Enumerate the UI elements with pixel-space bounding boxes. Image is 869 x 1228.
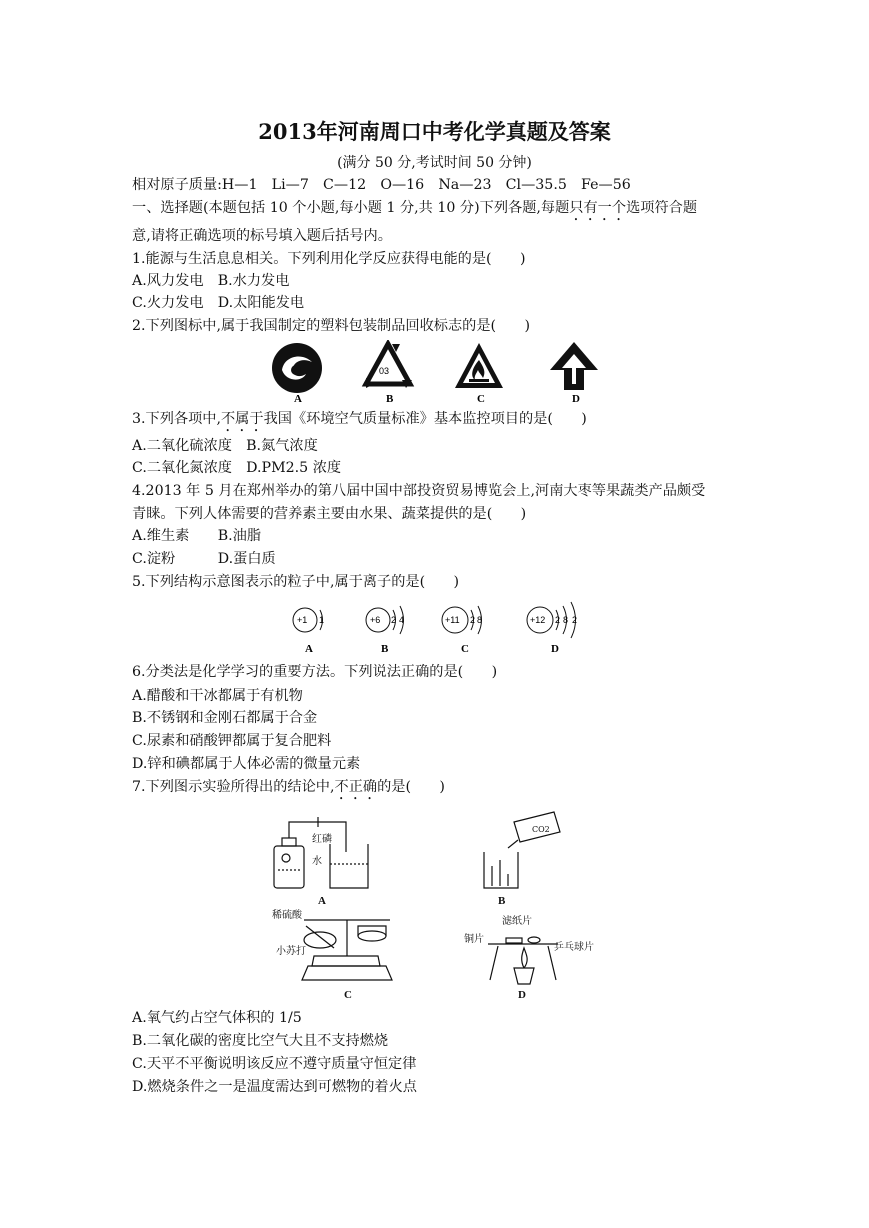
label-pingpong: 乒乓球片 xyxy=(554,942,594,953)
label-red-phosphorus: 红磷 xyxy=(312,834,332,845)
q7-stem xyxy=(132,778,445,803)
particle-b-shell-1: 2 xyxy=(391,615,397,625)
q4-options-cd: C.淀粉 D.蛋白质 xyxy=(132,551,276,567)
particle-b-shell-2: 4 xyxy=(399,615,405,625)
q3-options-ab: A.二氧化硫浓度 B.氮气浓度 xyxy=(132,438,318,454)
q7-post: 的是( ) xyxy=(377,779,445,795)
label-dilute-sulfuric-acid: 稀硫酸 xyxy=(272,910,302,921)
particle-d-charge: +12 xyxy=(530,615,546,625)
q4-line1: 4.2013 年 5 月在郑州举办的第八届中国中部投资贸易博览会上,河南大枣等果蔬类产品颇受 xyxy=(132,483,706,499)
logo-d-arrow xyxy=(550,342,598,390)
section1-part1: 一、选择题(本题包括 10 个小题,每小题 1 分,共 10 分)下列各题,每题 xyxy=(132,200,570,216)
particle-d-shell-2: 8 xyxy=(563,615,569,625)
q7-pre: 7.下列图示实验所得出的结论中, xyxy=(132,779,335,795)
label-water: 水 xyxy=(312,856,322,867)
experiment-b-label: B xyxy=(498,895,506,907)
q2-stem: 2.下列图标中,属于我国制定的塑料包装制品回收标志的是( ) xyxy=(132,318,530,334)
q5-structure-figure xyxy=(285,598,595,656)
experiment-a xyxy=(274,817,368,888)
q1-stem: 1.能源与生活息息相关。下列利用化学反应获得电能的是( ) xyxy=(132,251,526,267)
q6-option-b: B.不锈钢和金刚石都属于合金 xyxy=(132,710,318,726)
q5-stem: 5.下列结构示意图表示的粒子中,属于离子的是( ) xyxy=(132,574,460,590)
label-baking-soda: 小苏打 xyxy=(276,946,306,957)
page-title: 2013年河南周口中考化学真题及答案 xyxy=(258,119,611,144)
section1-line2: 意,请将正确选项的标号填入题后括号内。 xyxy=(132,228,392,244)
q7-experiments-figure xyxy=(268,808,608,1004)
label-filter-paper: 滤纸片 xyxy=(502,916,532,927)
particle-a-charge: +1 xyxy=(297,615,308,625)
q4-options-ab: A.维生素 B.油脂 xyxy=(132,528,262,544)
q6-option-a: A.醋酸和干冰都属于有机物 xyxy=(132,688,303,704)
particle-d-label: D xyxy=(551,643,559,655)
experiment-d xyxy=(488,937,558,984)
experiment-c-label: C xyxy=(344,989,352,1001)
q7-option-c: C.天平不平衡说明该反应不遵守质量守恒定律 xyxy=(132,1056,417,1072)
q7-option-d: D.燃烧条件之一是温度需达到可燃物的着火点 xyxy=(132,1079,417,1095)
logo-c-label: C xyxy=(477,393,485,405)
logo-a xyxy=(272,343,322,393)
q7-option-a: A.氧气约占空气体积的 1/5 xyxy=(132,1010,302,1026)
q2-logos-figure xyxy=(270,340,610,408)
logo-b-label: B xyxy=(386,393,394,405)
experiment-a-label: A xyxy=(318,895,326,907)
experiment-d-label: D xyxy=(518,989,526,1001)
particle-d-shell-3: 2 xyxy=(572,615,578,625)
q4-line2: 青睐。下列人体需要的营养素主要由水果、蔬菜提供的是( ) xyxy=(132,506,527,522)
q7-emph: 不正确 xyxy=(334,779,378,795)
logo-d-label: D xyxy=(572,393,580,405)
section1-emph: 只有一个 xyxy=(569,200,627,216)
particle-b-label: B xyxy=(381,643,389,655)
q6-stem: 6.分类法是化学学习的重要方法。下列说法正确的是( ) xyxy=(132,664,498,680)
recycle-code: 03 xyxy=(379,366,390,376)
logo-c-flammable xyxy=(455,343,503,388)
particle-c-shell-1: 2 xyxy=(470,615,476,625)
q3-stem xyxy=(132,410,587,435)
q1-options-cd: C.火力发电 D.太阳能发电 xyxy=(132,295,305,311)
q3-pre: 3.下列各项中, xyxy=(132,411,221,427)
q3-post: 我国《环境空气质量标准》基本监控项目的是( ) xyxy=(263,411,587,427)
logo-b-recycle xyxy=(366,344,412,388)
experiment-c xyxy=(302,920,392,980)
q6-option-d: D.锌和碘都属于人体必需的微量元素 xyxy=(132,756,361,772)
q6-option-c: C.尿素和硝酸钾都属于复合肥料 xyxy=(132,733,332,749)
logo-a-label: A xyxy=(294,393,302,405)
experiment-b xyxy=(484,812,560,888)
particle-a-shell-1: 1 xyxy=(319,615,325,625)
q7-option-b: B.二氧化碳的密度比空气大且不支持燃烧 xyxy=(132,1033,389,1049)
section1-intro xyxy=(132,199,697,224)
label-copper-sheet: 铜片 xyxy=(464,934,484,945)
q1-options-ab: A.风力发电 B.水力发电 xyxy=(132,273,290,289)
atomic-masses: 相对原子质量:H—1 Li—7 C—12 O—16 Na—23 Cl—35.5 Fe—56 xyxy=(132,177,631,193)
q3-options-cd: C.二氧化氮浓度 D.PM2.5 浓度 xyxy=(132,460,342,476)
particle-b-charge: +6 xyxy=(370,615,381,625)
particle-a-label: A xyxy=(305,643,313,655)
particle-d-shell-1: 2 xyxy=(555,615,561,625)
exam-info: (满分 50 分,考试时间 50 分钟) xyxy=(337,155,532,171)
particle-c-shell-2: 8 xyxy=(477,615,483,625)
label-co2: CO2 xyxy=(532,825,550,834)
section1-part2: 选项符合题 xyxy=(626,200,698,216)
particle-c-charge: +11 xyxy=(445,615,460,625)
q3-emph: 不属于 xyxy=(220,411,264,427)
particle-c-label: C xyxy=(461,643,469,655)
